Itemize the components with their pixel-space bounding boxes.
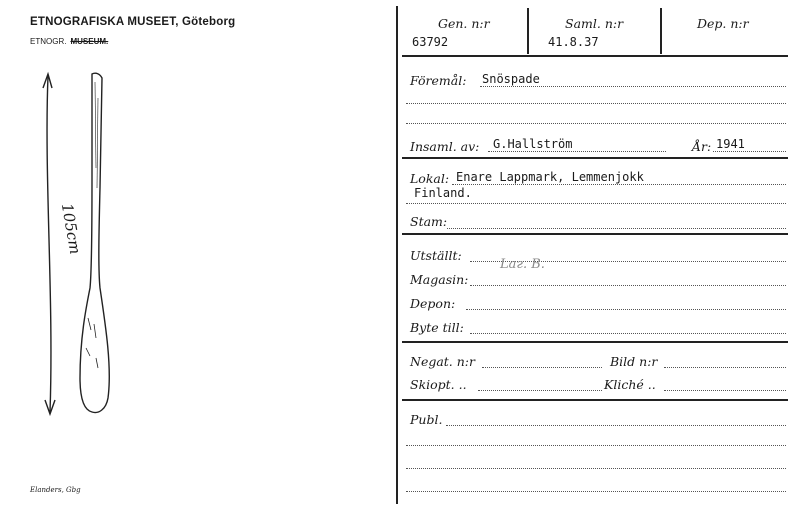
- dotted-line: [488, 151, 666, 152]
- insaml-label: Insaml. av:: [410, 139, 480, 154]
- gen-nr-value: 63792: [412, 35, 449, 49]
- insaml-value: G.Hallström: [493, 137, 573, 151]
- dotted-line: [406, 468, 786, 469]
- museum-header: ETNOGRAFISKA MUSEET, Göteborg: [30, 16, 236, 28]
- lokal-value-line-1: Enare Lappmark, Lemmenjokk: [456, 170, 644, 184]
- printer-mark: Elanders, Gbg: [30, 486, 81, 494]
- column-separator: [660, 8, 662, 54]
- dotted-line: [452, 184, 786, 185]
- dotted-line: [406, 123, 786, 124]
- etnogr-struck: MUSEUM.: [70, 37, 109, 46]
- dotted-line: [466, 309, 786, 310]
- dotted-line: [470, 333, 786, 334]
- dep-nr-label: Dep. n:r: [697, 16, 749, 31]
- foremal-value: Snöspade: [482, 72, 540, 86]
- byte-till-label: Byte till:: [410, 320, 464, 335]
- dotted-line: [482, 367, 602, 368]
- saml-nr-value: 41.8.37: [548, 35, 599, 49]
- shovel-outline-icon: [80, 73, 109, 412]
- etnogr-label: ETNOGR.: [30, 37, 67, 46]
- dotted-line: [664, 367, 786, 368]
- dotted-line: [406, 203, 786, 204]
- section-rule: [402, 157, 788, 159]
- dotted-line: [446, 425, 786, 426]
- ar-label: År:: [692, 139, 712, 154]
- dotted-line: [406, 491, 786, 492]
- magasin-value: Lаг. В.: [500, 257, 545, 272]
- foremal-label: Föremål:: [410, 73, 467, 88]
- section-rule: [402, 399, 788, 401]
- section-rule: [402, 341, 788, 343]
- dimension-label: 105cm: [57, 201, 85, 256]
- dotted-line: [470, 285, 786, 286]
- section-rule: [402, 55, 788, 57]
- bild-nr-label: Bild n:r: [610, 354, 658, 369]
- lokal-value-line-2: Finland.: [414, 186, 472, 200]
- dotted-line: [406, 103, 786, 104]
- utstallt-label: Utställt:: [410, 248, 462, 263]
- dotted-line: [713, 151, 786, 152]
- dotted-line: [480, 86, 786, 87]
- dotted-line: [406, 445, 786, 446]
- stam-label: Stam:: [410, 214, 448, 229]
- saml-nr-label: Saml. n:r: [565, 16, 624, 31]
- skiopt-label: Skiopt. ..: [410, 377, 467, 392]
- etnogr-line: [30, 37, 108, 46]
- depon-label: Depon:: [410, 296, 456, 311]
- dotted-line: [447, 228, 786, 229]
- card-left-border: [396, 6, 398, 504]
- lokal-label: Lokal:: [410, 171, 450, 186]
- ar-value: 1941: [716, 137, 745, 151]
- kliche-label: Kliché ..: [604, 377, 656, 392]
- magasin-label: Magasin:: [410, 272, 469, 287]
- section-rule: [402, 233, 788, 235]
- publ-label: Publ.: [410, 412, 443, 427]
- dotted-line: [478, 390, 602, 391]
- negat-nr-label: Negat. n:r: [410, 354, 475, 369]
- gen-nr-label: Gen. n:r: [438, 16, 490, 31]
- dotted-line: [664, 390, 786, 391]
- column-separator: [527, 8, 529, 54]
